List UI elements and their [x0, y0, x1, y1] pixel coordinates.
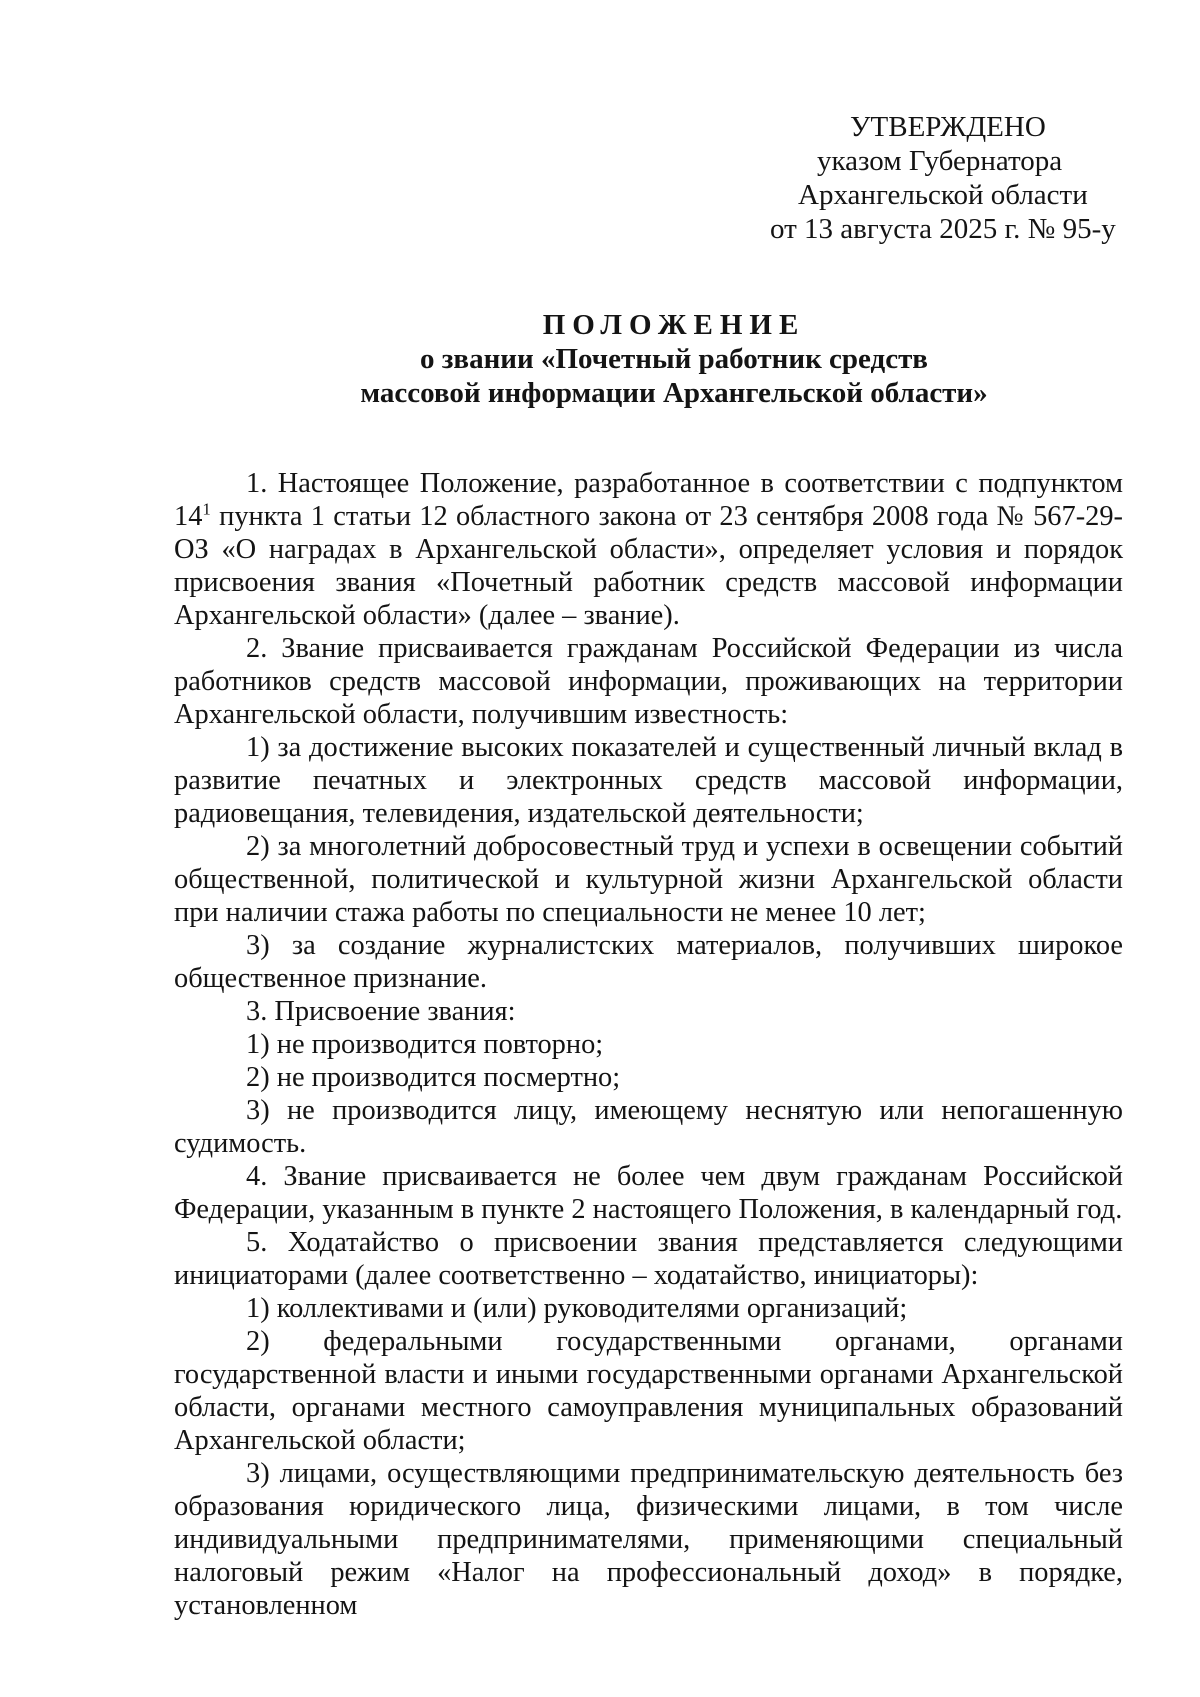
title-main: ПОЛОЖЕНИЕ	[542, 309, 806, 341]
document-body	[174, 467, 1123, 1622]
paragraph-text: 1. Настоящее Положение, разработанное в соответствии с подпунктом 14	[174, 468, 1123, 532]
paragraph-5-item-2: 2) федеральными государственными органами, органами государственной власти и иными государственными органами Архангельской области, органами местного самоуправления муниципальных образований Архангельской области;	[174, 1326, 1123, 1456]
title-line: массовой информации Архангельской области»	[360, 377, 988, 409]
paragraph-3: 3. Присвоение звания:	[246, 996, 516, 1027]
paragraph-2-item-3: 3) за создание журналистских материалов, получивших широкое общественное признание.	[174, 930, 1123, 994]
paragraph-5: 5. Ходатайство о присвоении звания представляется следующими инициаторами (далее соответственно – ходатайство, инициаторы):	[174, 1227, 1123, 1291]
approval-date: от 13 августа 2025 г. № 95-у	[770, 213, 1116, 245]
superscript: 1	[202, 499, 211, 519]
paragraph-1	[174, 467, 1123, 632]
approval-stamp	[700, 110, 1200, 246]
paragraph-2-item-1: 1) за достижение высоких показателей и существенный личный вклад в развитие печатных и электронных средств массовой информации, радиовещания, телевидения, издательской деятельности;	[174, 732, 1123, 829]
paragraph-3-item-1: 1) не производится повторно;	[246, 1029, 604, 1060]
approval-heading: УТВЕРЖДЕНО	[850, 111, 1046, 143]
paragraph-3-item-2: 2) не производится посмертно;	[246, 1062, 621, 1093]
paragraph-3-item-3: 3) не производится лицу, имеющему неснятую или непогашенную судимость.	[174, 1095, 1123, 1159]
paragraph-5-item-1: 1) коллективами и (или) руководителями организаций;	[246, 1293, 908, 1324]
title-line: о звании «Почетный работник средств	[420, 343, 928, 375]
paragraph-2-item-2: 2) за многолетний добросовестный труд и успехи в освещении событий общественной, политической и культурной жизни Архангельской области при наличии стажа работы по специальности не менее 10 лет;	[174, 831, 1123, 928]
paragraph-4: 4. Звание присваивается не более чем двум гражданам Российской Федерации, указанным в пункте 2 настоящего Положения, в календарный год.	[174, 1161, 1123, 1225]
document-title	[174, 308, 1174, 410]
paragraph-2: 2. Звание присваивается гражданам Российской Федерации из числа работников средств массовой информации, проживающих на территории Архангельской области, получившим известность:	[174, 633, 1123, 730]
approval-line: указом Губернатора	[817, 145, 1063, 177]
paragraph-text: пункта 1 статьи 12 областного закона от 23 сентября 2008 года № 567-29-ОЗ «О наградах в Архангельской области», определяет условия и порядок присвоения звания «Почетный работник средств массовой информации Архангельской области» (далее – звание).	[174, 501, 1123, 631]
approval-line: Архангельской области	[798, 179, 1088, 211]
paragraph-5-item-3: 3) лицами, осуществляющими предпринимательскую деятельность без образования юридического лица, физическими лицами, в том числе индивидуальными предпринимателями, применяющими специальный налоговый режим «Налог на профессиональный доход» в порядке, установленном	[174, 1458, 1123, 1621]
